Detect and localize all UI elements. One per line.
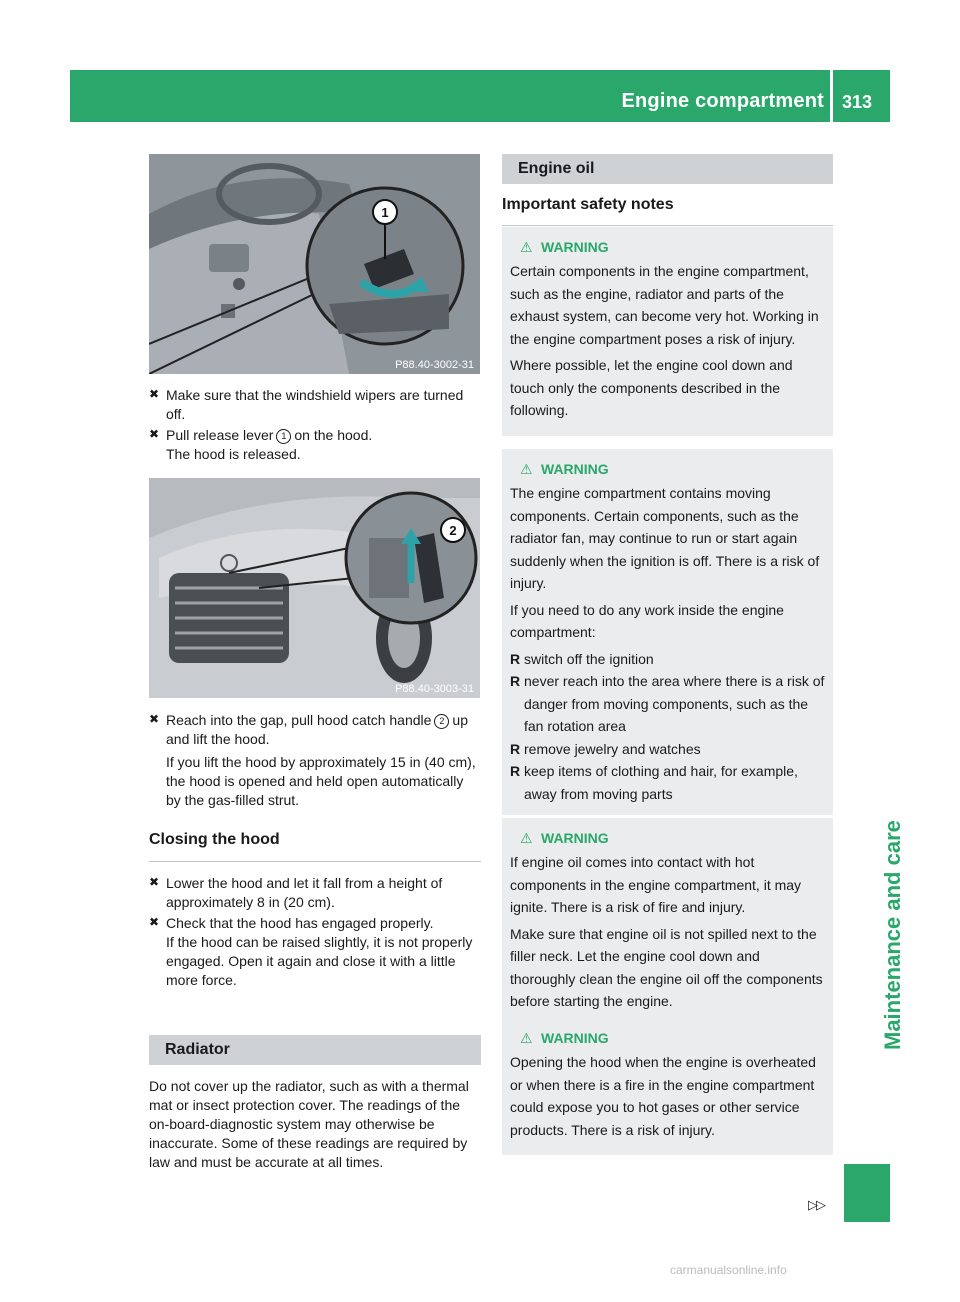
warning-box-hot-components <box>502 227 833 436</box>
bullet-text: switch off the ignition <box>524 650 654 667</box>
step-arrow-icon: ✖ <box>149 387 160 401</box>
step-text-before: Pull release lever <box>166 426 274 443</box>
callout-2: 2 <box>449 523 457 538</box>
bullet-item <box>510 648 825 671</box>
bullet-icon: R <box>510 740 521 757</box>
step-arrow-icon: ✖ <box>149 426 160 441</box>
warning-header <box>510 1028 825 1048</box>
step-release-lever <box>149 426 481 464</box>
bullet-icon: R <box>510 763 521 779</box>
image-code-2: P88.40-3003-31 <box>395 683 474 695</box>
step-catch-handle <box>149 711 481 809</box>
step-note: If you lift the hood by approximately 15 in (40 cm), the hood is opened and held open automatically by the gas-filled strut. <box>166 753 476 808</box>
warning-text: Certain components in the engine compartment, such as the engine, radiator and parts of the exhaust system, can become very hot. Working in the engine compartment poses a risk of injury. <box>510 263 819 347</box>
closing-hood-heading: Closing the hood <box>149 829 481 862</box>
catch-handle-drawing <box>149 478 480 698</box>
bullet-item <box>510 670 825 738</box>
step-check-hood <box>149 914 481 990</box>
page-number: 313 <box>842 92 873 112</box>
warning-label: WARNING <box>541 461 609 477</box>
step-arrow-icon: ✖ <box>149 712 160 726</box>
callout-1-inline: 1 <box>276 429 291 444</box>
bullet-text: remove jewelry and watches <box>524 740 701 757</box>
left-column-steps-2 <box>149 711 481 1175</box>
warning-header <box>510 237 825 257</box>
step-text-after: up and lift the hood. <box>166 712 468 747</box>
warning-text: If you need to do any work inside the engine compartment: <box>510 601 784 640</box>
continue-arrow-icon: ▷▷ <box>808 1197 824 1212</box>
step-wipers <box>149 386 481 424</box>
callout-2-inline: 2 <box>434 714 449 729</box>
step-text-after: on the hood. <box>294 426 373 443</box>
page-header <box>70 70 890 122</box>
warning-text: Where possible, let the engine cool down and touch only the components described in the following. <box>510 357 793 418</box>
bullet-icon: R <box>510 650 521 667</box>
warning-box-moving-components <box>502 449 833 815</box>
bullet-item <box>510 760 825 805</box>
bullet-item <box>510 738 825 761</box>
release-lever-drawing <box>149 154 480 374</box>
warning-header <box>510 828 825 848</box>
section-title: Engine compartment <box>621 90 824 112</box>
warning-label: WARNING <box>541 830 609 846</box>
warning-box-engine-oil-fire <box>502 818 833 1027</box>
warning-text: Make sure that engine oil is not spilled next to the filler neck. Let the engine cool down and thoroughly clean the engine oil off the components before starting the engine. <box>510 925 823 1009</box>
warning-text: Opening the hood when the engine is overheated or when there is a fire in the engine compartment could expose you to hot gases or other service products. There is a risk of injury. <box>510 1054 816 1138</box>
safety-notes-heading: Important safety notes <box>502 194 833 227</box>
step-arrow-icon: ✖ <box>149 914 160 929</box>
warning-text: If engine oil comes into contact with hot components in the engine compartment, it may ignite. There is a risk of fire and injury. <box>510 854 802 915</box>
warning-triangle-icon: ⚠ <box>520 1030 533 1046</box>
step-lower-hood <box>149 874 481 912</box>
image-code-1: P88.40-3002-31 <box>395 359 474 371</box>
radiator-heading: Radiator <box>149 1035 481 1065</box>
step-arrow-icon: ✖ <box>149 875 160 890</box>
chapter-tab <box>844 1164 890 1222</box>
step-text: Check that the hood has engaged properly. <box>166 914 434 931</box>
catch-handle-illustration <box>149 478 480 698</box>
step-text: Make sure that the windshield wipers are turned off. <box>166 387 464 422</box>
warning-label: WARNING <box>541 239 609 255</box>
warning-box-overheated <box>502 1018 833 1155</box>
footer-watermark: carmanualsonline.info <box>670 1263 787 1277</box>
step-result: The hood is released. <box>166 445 301 462</box>
warning-triangle-icon: ⚠ <box>520 830 533 846</box>
warning-text: The engine compartment contains moving components. Certain components, such as the radiator fan, may continue to run or start again suddenly when the ignition is off. There is a risk of injury. <box>510 485 820 591</box>
step-note: If the hood can be raised slightly, it is not properly engaged. Open it again and close it with a little more force. <box>166 933 473 988</box>
step-text-before: Reach into the gap, pull hood catch handle <box>166 712 432 728</box>
bullet-text: keep items of clothing and hair, for example, away from moving parts <box>524 763 798 802</box>
warning-triangle-icon: ⚠ <box>520 239 533 255</box>
right-column-headings <box>502 154 833 226</box>
left-column-steps-1 <box>149 386 481 466</box>
bullet-text: never reach into the area where there is a risk of danger from moving components, such as the fan rotation area <box>524 673 825 734</box>
release-lever-illustration <box>149 154 480 374</box>
warning-triangle-icon: ⚠ <box>520 461 533 477</box>
bullet-icon: R <box>510 673 521 689</box>
engine-oil-heading: Engine oil <box>502 154 833 184</box>
header-divider <box>830 70 833 122</box>
radiator-text: Do not cover up the radiator, such as with a thermal mat or insect protection cover. The readings of the on-board-diagnostic system may otherwise be inaccurate. Some of these readings are required by law and must be accurate at all times. <box>149 1077 469 1170</box>
step-text: Lower the hood and let it fall from a height of approximately 8 in (20 cm). <box>166 875 443 910</box>
warning-header <box>510 459 825 479</box>
chapter-side-label: Maintenance and care <box>880 820 905 1050</box>
callout-1: 1 <box>381 205 389 220</box>
warning-label: WARNING <box>541 1030 609 1046</box>
